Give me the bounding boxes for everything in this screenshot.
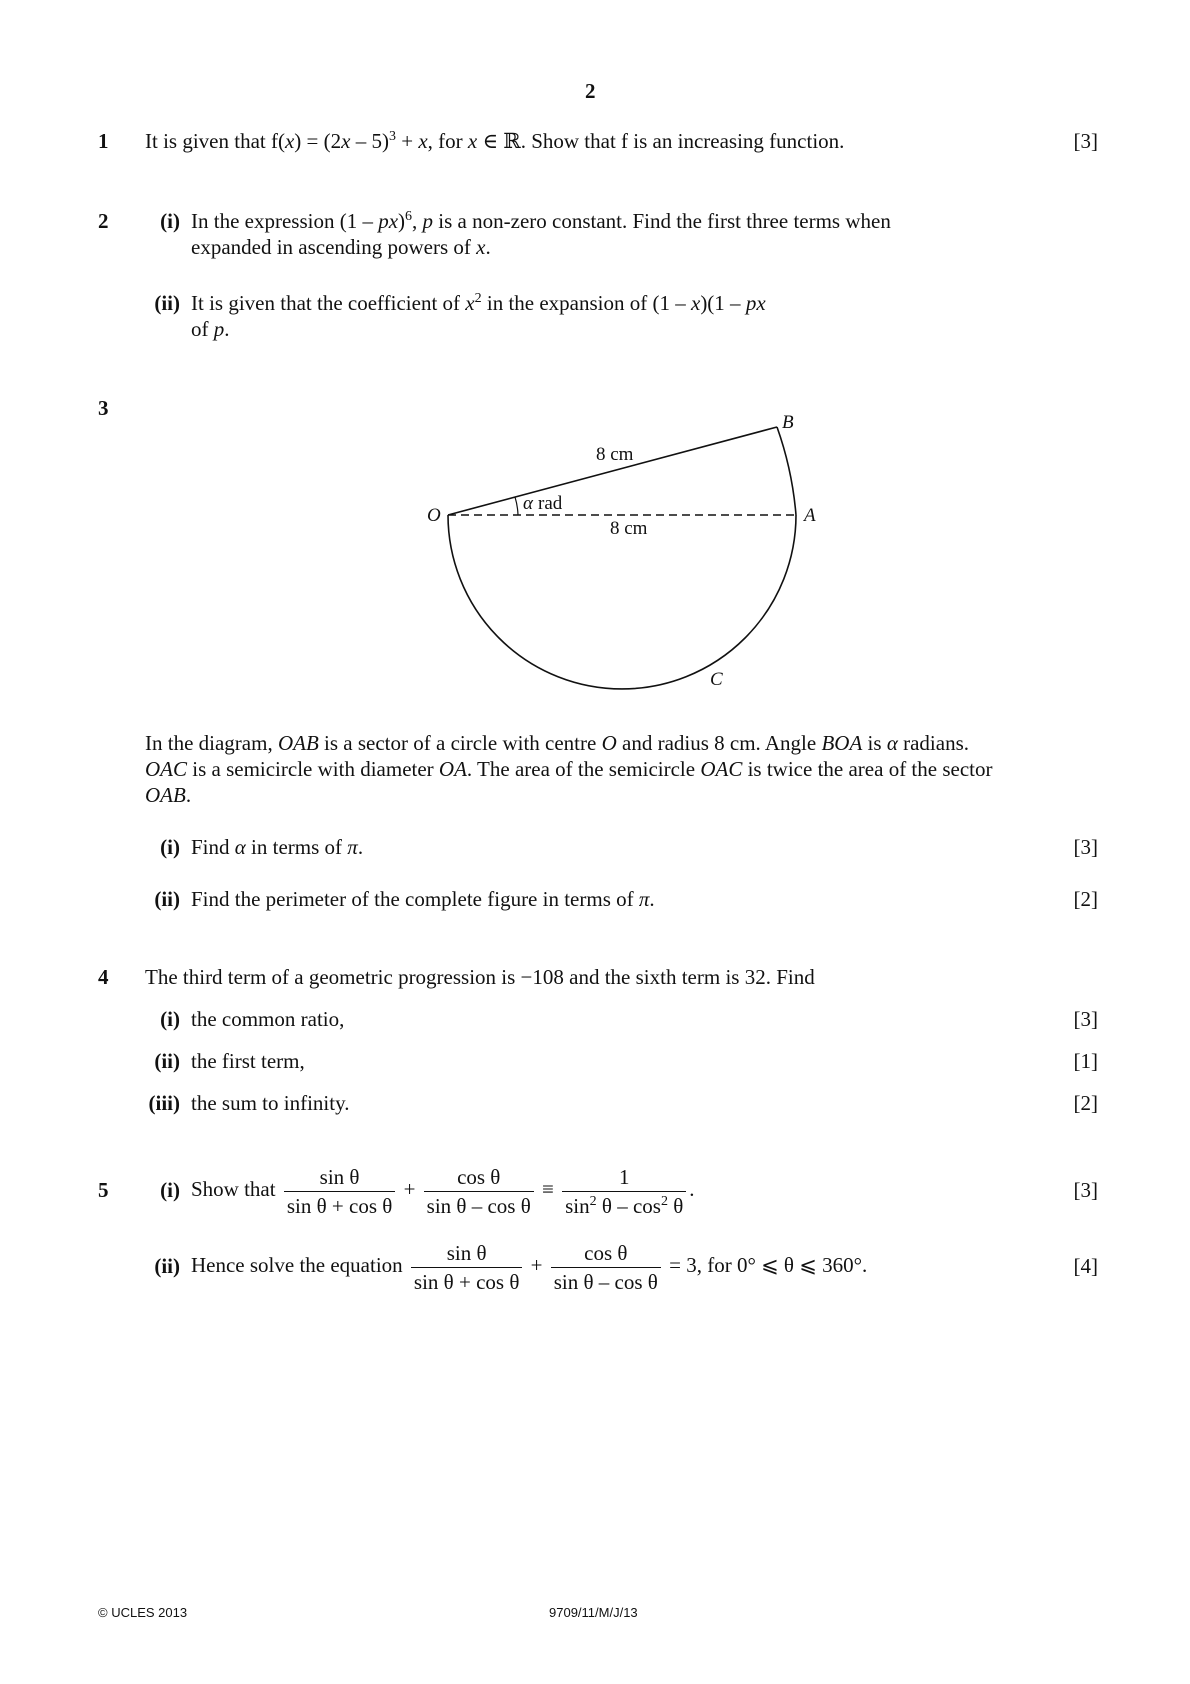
- question-4-part-ii-text: the first term,: [191, 1049, 305, 1073]
- fraction-cos-over-difference: $\frac{\text{cos θ}}{\text{sin θ – cos θ}}$: [424, 1165, 534, 1218]
- question-2-part-ii-text: It is given that the coefficient of $x^2$ in the expansion of (1 – x)(1 – px: [191, 291, 766, 315]
- fraction-sin-over-sum: $\frac{\text{sin θ}}{\text{sin θ + cos θ}}$: [284, 1165, 395, 1218]
- fraction-one-over-squares: $\frac{1}{\sin^2 \theta - \cos^2 \theta}$: [562, 1165, 686, 1218]
- question-4-part-i-mark: [3]: [1073, 1007, 1098, 1031]
- question-3-paragraph-line1: In the diagram, OAB is a sector of a circle with centre O and radius 8 cm. Angle BOA is α radians.: [145, 731, 969, 755]
- angle-mark: [515, 497, 518, 515]
- question-5-part-i-mark: [3]: [1073, 1178, 1098, 1202]
- fraction-cos-over-difference-2: $\frac{\text{cos θ}}{\text{sin θ – cos θ}}$: [551, 1241, 661, 1294]
- footer-paper-code: 9709/11/M/J/13: [549, 1605, 638, 1620]
- question-2-part-ii-text-line2: of p.: [191, 317, 230, 341]
- question-3-part-i-text: Find α in terms of π.: [191, 835, 364, 859]
- label-alpha: α: [523, 493, 533, 514]
- fraction-sin-over-sum-2: $\frac{\text{sin θ}}{\text{sin θ + cos θ}}$: [411, 1241, 522, 1294]
- question-5-part-i-equation: Show that $\frac{\text{sin θ}}{\text{sin θ + cos θ}}$ + $\frac{\text{cos θ}}{\text{sin θ – cos θ}}$ ≡ $\frac{1}{\sin^2 \theta - \cos^2 \theta}$ .: [191, 1164, 695, 1218]
- question-5-part-ii-mark: [4]: [1073, 1254, 1098, 1278]
- question-3-part-ii-mark: [2]: [1073, 887, 1098, 911]
- label-length-oa: 8 cm: [610, 518, 648, 539]
- question-3-part-i-label: (i): [160, 835, 180, 859]
- page-number: 2: [585, 79, 596, 103]
- label-o: O: [427, 505, 441, 526]
- question-2-part-ii-label: (ii): [154, 291, 180, 315]
- question-1-text: It is given that f(x) = (2x – 5)$^3$ + x, for x ∈ ℝ. Show that f is an increasing function.: [145, 129, 845, 153]
- question-1-mark: [3]: [1073, 129, 1098, 153]
- question-3-part-ii-label: (ii): [154, 887, 180, 911]
- sector-semicircle-diagram: [400, 405, 840, 705]
- label-rad: rad: [538, 493, 563, 514]
- question-2-part-i-text-line2: expanded in ascending powers of x.: [191, 235, 491, 259]
- question-4-part-iii-mark: [2]: [1073, 1091, 1098, 1115]
- question-3-part-i-mark: [3]: [1073, 835, 1098, 859]
- question-number-4: 4: [98, 965, 109, 989]
- question-4-part-iii-label: (iii): [148, 1091, 180, 1115]
- label-c: C: [710, 669, 723, 690]
- label-length-ob: 8 cm: [596, 444, 634, 465]
- question-number-5: 5: [98, 1178, 109, 1202]
- question-3-part-ii-text: Find the perimeter of the complete figure in terms of π.: [191, 887, 655, 911]
- question-4-part-i-text: the common ratio,: [191, 1007, 345, 1031]
- question-number-3: 3: [98, 396, 109, 420]
- question-4-part-i-label: (i): [160, 1007, 180, 1031]
- label-b: B: [782, 412, 794, 433]
- question-5-part-ii-equation: Hence solve the equation $\frac{\text{sin θ}}{\text{sin θ + cos θ}}$ + $\frac{\text{cos θ}}{\text{sin θ – cos θ}}$ = 3, for 0° ⩽ θ ⩽ 360°.: [191, 1240, 868, 1294]
- question-5-part-ii-label: (ii): [154, 1254, 180, 1278]
- question-5-part-i-label: (i): [160, 1178, 180, 1202]
- radius-ob: [448, 427, 777, 515]
- label-a: A: [804, 505, 816, 526]
- question-2-part-i-label: (i): [160, 209, 180, 233]
- question-4-stem: The third term of a geometric progression is −108 and the sixth term is 32. Find: [145, 965, 815, 989]
- semicircle-arc-oac: [448, 515, 796, 689]
- question-number-2: 2: [98, 209, 109, 233]
- question-number-1: 1: [98, 129, 109, 153]
- question-4-part-ii-mark: [1]: [1073, 1049, 1098, 1073]
- question-2-part-i-text: In the expression (1 – px)$^6$, p is a non-zero constant. Find the first three terms when: [191, 209, 891, 233]
- footer-copyright: © UCLES 2013: [98, 1605, 188, 1620]
- sector-arc-ba: [777, 427, 796, 515]
- question-4-part-ii-label: (ii): [154, 1049, 180, 1073]
- question-3-paragraph-line3: OAB.: [145, 783, 192, 807]
- question-4-part-iii-text: the sum to infinity.: [191, 1091, 350, 1115]
- question-3-paragraph-line2: OAC is a semicircle with diameter OA. The area of the semicircle OAC is twice the area of the sector: [145, 757, 993, 781]
